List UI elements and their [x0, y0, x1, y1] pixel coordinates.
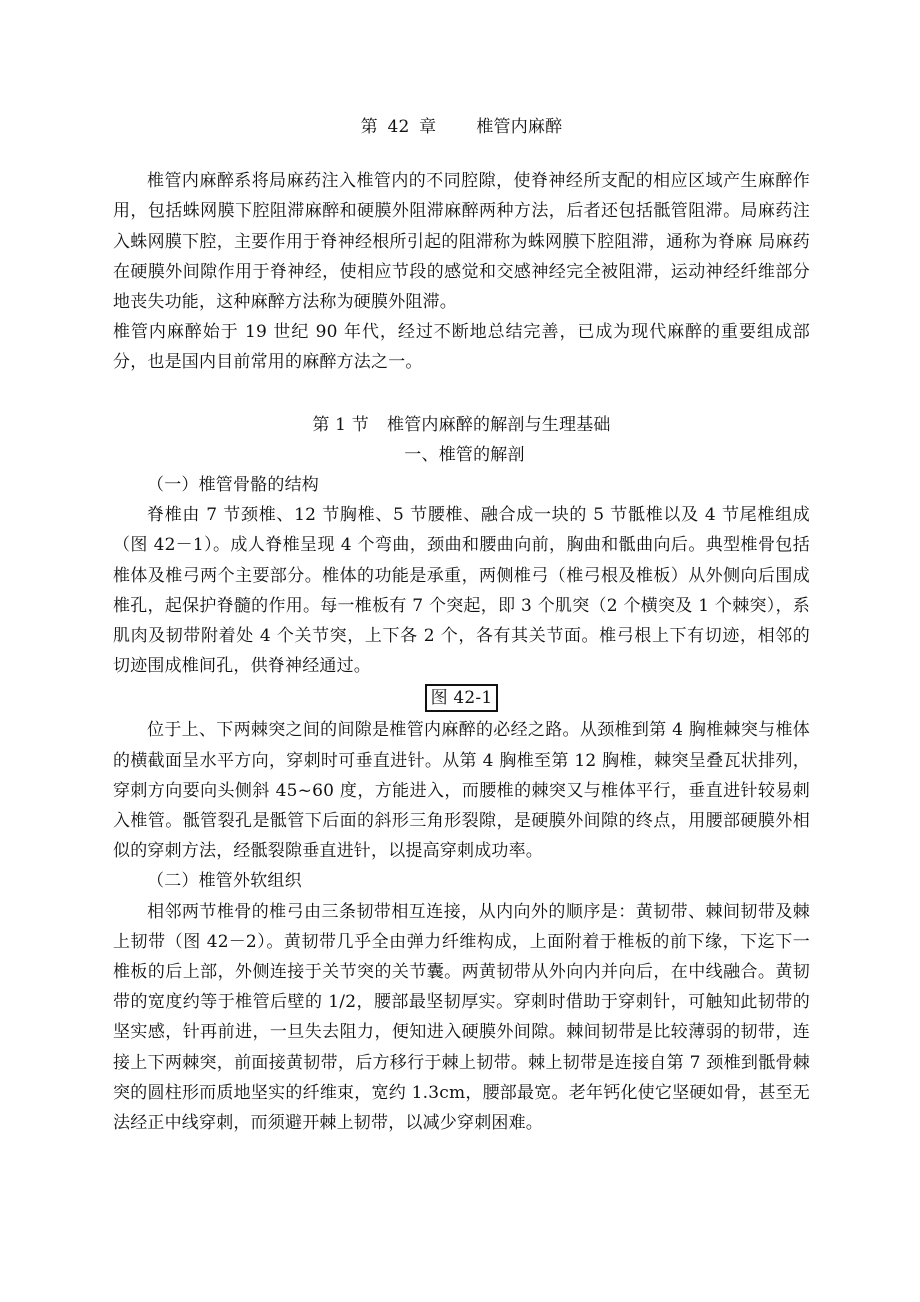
part1-heading: （一）椎管骨骼的结构 — [147, 475, 319, 496]
figure-label: 图 42-1 — [425, 684, 499, 712]
section-title — [113, 410, 810, 440]
part1-paragraph-2: 位于上、下两棘突之间的间隙是椎管内麻醉的必经之路。从颈椎到第 4 胸椎棘突与椎体的横截面呈水平方向，穿刺时可垂直进针。从第 4 胸椎至第 12 胸椎，棘突呈叠瓦状排列，穿刺方向要向头侧斜 45~60 度，方能进入，而腰椎的棘突又与椎体平行，垂直进针较易刺入椎管。骶管裂孔是骶管下后面的斜形三角形裂隙，是硬膜外间隙的终点，用腰部硬膜外相似的穿刺方法，经骶裂隙垂直进针，以提高穿刺成功率。 — [113, 720, 810, 862]
chapter-number: 第 42 章 — [360, 117, 437, 137]
part1-paragraph-1: 脊椎由 7 节颈椎、12 节胸椎、5 节腰椎、融合成一块的 5 节骶椎以及 4 节尾椎组成（图 42－1）。成人脊椎呈现 4 个弯曲，颈曲和腰曲向前，胸曲和骶曲向后。典型椎骨包括椎体及椎弓两个主要部分。椎体的功能是承重，两侧椎弓（椎弓根及椎板）从外侧向后围成椎孔，起保护脊髓的作用。每一椎板有 7 个突起，即 3 个肌突（2 个横突及 1 个棘突），系肌肉及韧带附着处 4 个关节突，上下各 2 个，各有其关节面。椎弓根上下有切迹，相邻的切迹围成椎间孔，供脊神经通过。 — [113, 505, 810, 677]
intro-paragraph-1: 椎管内麻醉系将局麻药注入椎管内的不同腔隙，使脊神经所支配的相应区域产生麻醉作用，包括蛛网膜下腔阻滞麻醉和硬膜外阻滞麻醉两种方法，后者还包括骶管阻滞。局麻药注入蛛网膜下腔，主要作用于脊神经根所引起的阻滞称为蛛网膜下腔阻滞，通称为脊麻 局麻药在硬膜外间隙作用于脊神经，使相应节段的感觉和交感神经完全被阻滞，运动神经纤维部分地丧失功能，这种麻醉方法称为硬膜外阻滞。 — [113, 171, 810, 313]
part2-heading: （二）椎管外软组织 — [147, 871, 302, 892]
chapter-title — [113, 112, 810, 142]
intro-paragraph-2: 椎管内麻醉始于 19 世纪 90 年代，经过不断地总结完善，已成为现代麻醉的重要组成部分，也是国内目前常用的麻醉方法之一。 — [113, 322, 810, 373]
document-page — [113, 112, 810, 1138]
section-number: 第 1 节 — [312, 414, 369, 435]
figure-reference — [113, 682, 810, 714]
section-name: 椎管内麻醉的解剖与生理基础 — [387, 414, 611, 435]
chapter-name: 椎管内麻醉 — [476, 117, 563, 137]
subsection-title: 一、椎管的解剖 — [404, 444, 525, 465]
part2-paragraph-1: 相邻两节椎骨的椎弓由三条韧带相互连接，从内向外的顺序是：黄韧带、棘间韧带及棘上韧带（图 42－2）。黄韧带几乎全由弹力纤维构成，上面附着于椎板的前下缘，下迄下一椎板的后上部，外侧连接于关节突的关节囊。两黄韧带从外向内并向后，在中线融合。黄韧带的宽度约等于椎管后壁的 1/2，腰部最坚韧厚实。穿刺时借助于穿刺针，可触知此韧带的坚实感，针再前进，一旦失去阻力，便知进入硬膜外间隙。棘间韧带是比较薄弱的韧带，连接上下两棘突，前面接黄韧带，后方移行于棘上韧带。棘上韧带是连接自第 7 颈椎到骶骨棘突的圆柱形而质地坚实的纤维束，宽约 1.3cm，腰部最宽。老年钙化使它坚硬如骨，甚至无法经正中线穿刺，而须避开棘上韧带，以减少穿刺困难。 — [113, 901, 810, 1134]
